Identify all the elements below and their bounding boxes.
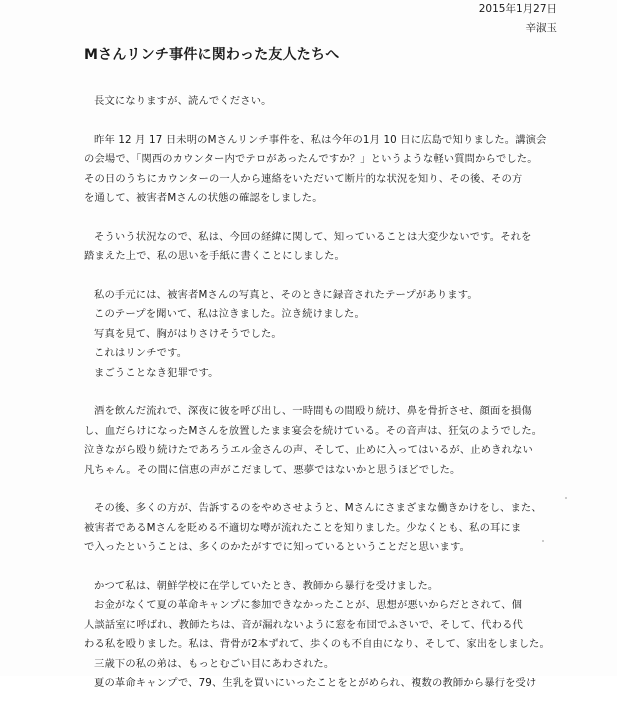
paragraph-line: 踏まえた上で、私の思いを手紙に書くことにしました。: [84, 250, 345, 263]
paragraph-line: 長文になりますが、読んでください。: [94, 95, 272, 107]
paragraph: [84, 131, 547, 209]
paragraph-line: その後、多くの方が、告訴するのをやめさせようと、Mさんにさまざまな働きかけをし、また、: [94, 502, 542, 515]
letter-body: [84, 92, 550, 713]
paragraph-line: し、血だらけになったMさんを放置したまま宴会を続けている。その音声は、狂気のようでした。: [84, 424, 543, 437]
paragraph-line: 昨年 12 月 17 日未明のMさんリンチ事件を、私は今年の1月 10 日に広島で知りました。講演会: [94, 133, 547, 146]
scan-speck: [565, 497, 567, 499]
paragraph: [84, 402, 544, 480]
letter-title: Mさんリンチ事件に関わった友人たちへ: [84, 47, 340, 63]
paragraph-line: 写真を見て、胸がはりさけそうでした。: [94, 327, 282, 340]
paragraph-line: わる私を殴りました。私は、背骨が2本ずれて、歩くのも不自由になり、そして、家出をしました。: [84, 638, 550, 651]
paragraph-line: 夏の革命キャンプで、79、生乳を買いにいったことをとがめられ、複数の教師から暴行を受け: [94, 677, 537, 690]
letter-author: 辛淑玉: [525, 22, 557, 34]
paragraph-line: で入ったということは、多くのかたがすでに知っているということだと思います。: [84, 541, 471, 554]
letter-date: 2015年1月27日: [478, 3, 557, 15]
paragraph: [84, 92, 544, 111]
paragraph-line: お金がなくて夏の革命キャンプに参加できなかったことが、思想が悪いからだとされて、個: [94, 599, 523, 612]
paragraph-line: 人談話室に呼ばれ、教師たちは、音が漏れないように窓を布団でふさいで、そして、代わる代: [84, 618, 523, 631]
paragraph: [84, 228, 544, 267]
letter-header: [479, 0, 557, 38]
paragraph-line: まごうことなき犯罪です。: [94, 366, 219, 379]
paragraph-line: このテープを聞いて、私は泣きました。泣き続けました。: [94, 308, 365, 321]
paragraph-line: 三歳下の私の弟は、もっとむごい目にあわされた。: [94, 657, 335, 670]
paragraph-line: かつて私は、朝鮮学校に在学していたとき、教師から暴行を受けました。: [94, 580, 439, 593]
paragraph: [84, 286, 544, 383]
paragraph-line: の会場で、「関西のカウンター内でテロがあったんですか？」というような軽い質問からでした。: [84, 153, 538, 166]
paragraph: [84, 577, 550, 693]
paragraph-line: 私の手元には、被害者Mさんの写真と、そのときに録音されたテープがあります。: [94, 289, 478, 302]
scan-speck: [542, 540, 544, 542]
paragraph-line: そういう状況なので、私は、今回の経緯に関して、知っていることは大変少ないです。それを: [94, 230, 532, 243]
paragraph: [84, 499, 544, 557]
paragraph-line: これはリンチです。: [94, 347, 188, 360]
paragraph-line: 酒を飲んだ流れで、深夜に彼を呼び出し、一時間もの間殴り続け、鼻を骨折させ、顔面を損傷: [94, 405, 532, 418]
paragraph-line: 凡ちゃん。その間に信恵の声がこだまして、悪夢ではないかと思うほどでした。: [84, 463, 461, 476]
paragraph-line: 泣きながら殴り続けたであろうエル金さんの声、そして、止めに入ってはいるが、止めきれない: [84, 444, 534, 457]
paragraph-line: 被害者であるMさんを貶める不適切な噂が流れたことを知りました。少なくとも、私の耳にま: [84, 521, 522, 534]
paragraph-line: を通して、被害者Mさんの状態の確認をしました。: [84, 192, 323, 205]
paragraph-line: その日のうちにカウンターの一人から連絡をいただいて断片的な状況を知り、その後、その方: [84, 172, 523, 185]
